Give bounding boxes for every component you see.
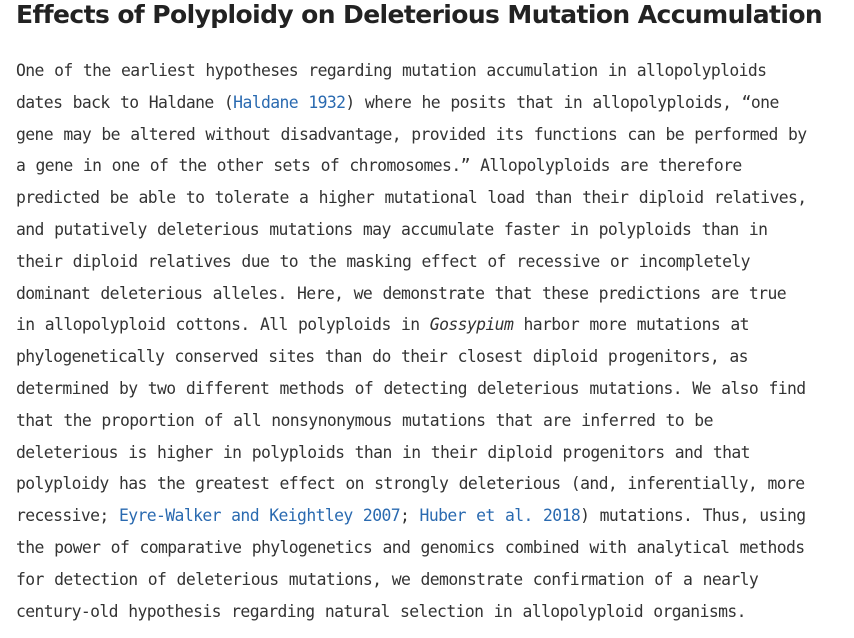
- text-line: predicted be able to tolerate a higher mutational load than their diploid relatives,: [16, 188, 807, 208]
- text-line: [16, 500, 836, 532]
- text-line: dominant deleterious alleles. Here, we demonstrate that these predictions are true: [16, 283, 786, 303]
- citation-link-eyre-walker-2007[interactable]: Eyre-Walker and Keightley 2007: [118, 506, 400, 526]
- text-line: a gene in one of the other sets of chromosomes.” Allopolyploids are therefore: [16, 156, 742, 176]
- text-line: [16, 87, 836, 119]
- text-line: the power of comparative phylogenetics and genomics combined with analytical methods: [16, 537, 805, 557]
- text-line: gene may be altered without disadvantage, provided its functions can be performed by: [16, 124, 807, 144]
- text-line: that the proportion of all nonsynonymous mutations that are inferred to be: [16, 410, 713, 430]
- text-line: [16, 309, 836, 341]
- text-fragment: dates back to Haldane (: [16, 92, 234, 112]
- genus-name: Gossypium: [429, 315, 514, 335]
- text-fragment: ) mutations. Thus, using: [580, 506, 806, 526]
- text-line: polyploidy has the greatest effect on strongly deleterious (and, inferentially, more: [16, 474, 805, 494]
- text-fragment: harbor more mutations at: [513, 315, 749, 335]
- citation-link-haldane-1932[interactable]: Haldane 1932: [233, 92, 346, 112]
- text-line: phylogenetically conserved sites than do their closest diploid progenitors, as: [16, 347, 748, 367]
- page-title: Effects of Polyploidy on Deleterious Mutation Accumulation: [16, 0, 823, 29]
- text-line: century-old hypothesis regarding natural selection in allopolyploid organisms.: [16, 601, 746, 621]
- text-line: One of the earliest hypotheses regarding mutation accumulation in allopolyploids: [16, 61, 767, 80]
- text-fragment: in allopolyploid cottons. All polyploids in: [16, 315, 430, 335]
- citation-link-huber-2018[interactable]: Huber et al. 2018: [419, 506, 581, 526]
- text-line: and putatively deleterious mutations may accumulate faster in polyploids than in: [16, 219, 768, 239]
- text-line: determined by two different methods of detecting deleterious mutations. We also find: [16, 378, 806, 398]
- text-fragment: ) where he posits that in allopolyploids, “one: [345, 92, 779, 112]
- text-line: for detection of deleterious mutations, we demonstrate confirmation of a nearly: [16, 569, 759, 589]
- text-line: their diploid relatives due to the masking effect of recessive or incompletely: [16, 251, 750, 271]
- abstract-paragraph: [16, 55, 836, 627]
- text-line: deleterious is higher in polyploids than in their diploid progenitors and that: [16, 442, 750, 462]
- text-fragment: ;: [400, 506, 420, 526]
- text-fragment: recessive;: [16, 506, 119, 526]
